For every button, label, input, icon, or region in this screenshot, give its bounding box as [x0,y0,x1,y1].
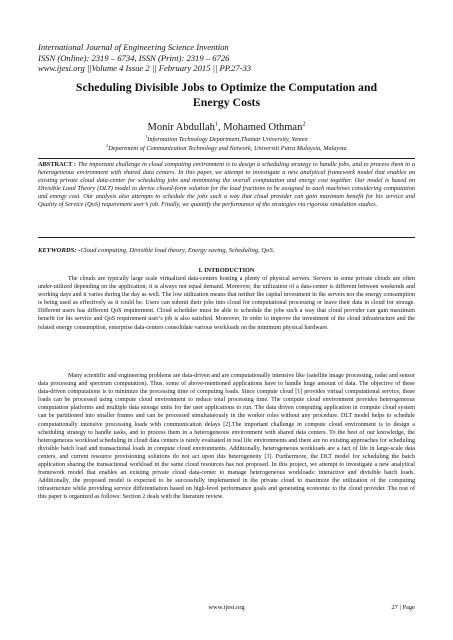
footer-page-number: 27 | Page [391,604,415,611]
keywords [38,247,415,255]
affiliations [40,136,413,153]
keywords-text: Cloud computing, Divisible load theory, Energy saving, Scheduling, QoS. [80,247,275,254]
journal-name: International Journal of Engineering Science Invention [38,42,229,52]
affiliation-2 [40,145,413,154]
abstract-label: ABSTRACT : [38,161,78,168]
keywords-label: KEYWORDS: - [38,247,81,254]
title-line-2: Energy Costs [192,95,261,109]
affiliation-2-mark: 2 [106,143,109,148]
author-2-affil-mark: 2 [302,120,306,128]
journal-issn: ISSN (Online): 2319 – 6734, ISSN (Print): 2319 – 6726 [38,52,230,63]
abstract-top-rule [38,158,415,159]
page-footer [38,602,415,614]
journal-issue: www.ijesi.org ||Volume 4 Issue 2 || February 2015 || PP.27-33 [38,63,252,74]
affiliation-2-text: Department of Communication Technology and Network, Universiti Putra Malaysia, Malaysia [108,144,347,152]
author-list [40,122,413,134]
abstract-bottom-rule [38,237,415,238]
abstract [38,161,415,209]
intro-paragraph-1 [38,275,415,332]
intro-paragraph-2-text: Many scientific and engineering problems are data-driven and are computationally intensive like (satellite image processing, radar and sensor data processing and spectrum computation). Thus, some of above-mentioned applications have to handle huge amount of data. The objective of these data-driven computations is to minimize the processing time of computing loads. Since compute cloud [1] provides virtual computational service, these loads can be processed using compute cloud environment to reduce total processing time. The compute cloud environment provides heterogeneous computation platforms and multiple data storage units for the user applications to run. The data driven computing application in compute cloud system can be partitioned into smaller frames and can be processed simultaneously in the worker roles without any procedure. DLT model helps to schedule computationally intensive processing loads with communication delays [2].The important challenge in compute cloud environment is to design a scheduling strategy to handle tasks, and to process them in a heterogeneous environment with shared data centers. To the best of our knowledge, the heterogeneous workload scheduling in cloud data centers is rarely evaluated in real life environments and there are no existing approaches for scheduling divisible batch load and transactional loads in compute cloud environments. Additionally, heterogeneous workloads are a fact of life in large-scale data centers, and current resource provisioning solutions do not act upon this heterogeneity [3]. Furthermore, the DLT model for scheduling the batch application sharing the transactional workload in the same cloud resources has not proposed. In this project, we attempt to investigate a new analytical framework model that enables an existing private cloud data-center to manage heterogeneous workloads: interactive and divisible batch loads. Additionally, the proposed model is expected to be successfully implemented in the private cloud to maximize the utilization of the computing infrastructure while providing service differentiation based on high-level performance goals and generating economic to the cloud provider. The rest of this paper is organized as follows: Section 2 deals with the literature review. [38,373,415,501]
footer-site: www.ijesi.org [208,604,245,611]
affiliation-1 [40,136,413,145]
affiliation-1-text: Information Technology Department,Thamar University, Yemen [147,136,308,143]
intro-paragraph-2 [38,372,415,502]
section-heading-introduction: I. INTRODUCTION [198,267,255,274]
intro-paragraph-1-text: The clouds are typically large scale virtualized data-centers hosting a plenty of physical servers. Servers in some private clouds are often under-utilized depending on the application; it is always not equal demand. Moreover, the utilization of a data-center is different between weekends and working days and it varies during the day as well. The low utilization means that neither the capital investment in the servers nor the energy consumption is being used as effectively as it could be. Users can submit their jobs into cloud for computational processing or leave their data in cloud for storage. Different users has different QoS requirement. Cloud scheduler must be able to schedule the jobs such a way that cloud provider can gain maximum benefit for his service and QoS requirement user’s job is also satisfied. Moreover, In order to improve the investment of the cloud infrastructure and the related energy consumption, enterprise data-centers consolidate various workloads on the minimum physical hardware. [38,276,415,331]
title-line-1: Scheduling Divisible Jobs to Optimize the Computation and [75,80,378,94]
author-1-affil-mark: 1 [214,120,219,128]
affiliation-1-mark: 1 [145,134,148,139]
author-1: Monir Abdullah [147,122,215,133]
journal-header [38,42,418,74]
paper-title [40,80,413,110]
author-separator: , Mohamed Othman [218,122,303,133]
abstract-text: The important challenge in cloud computing environment is to design a scheduling strategy to handle jobs, and to process them in a heterogeneous environment with shared data centers. In this paper, we attempt to investigate a new analytical framework model that enables an existing private cloud data-center for scheduling jobs and minimizing the overall computation and energy cost together. Our model is based on Divisible Load Theory (DLT) model to derive closed-form solution for the load fractions to be assigned to each machines considering computation and energy cost. Our analysis also attempts to schedule the jobs such a way that cloud provider can gain maximum benefit for his service and Quality of Service (QoS) requirement user’s job. Finally, we quantify the performance of the strategies via rigorous simulation studies. [38,161,415,209]
